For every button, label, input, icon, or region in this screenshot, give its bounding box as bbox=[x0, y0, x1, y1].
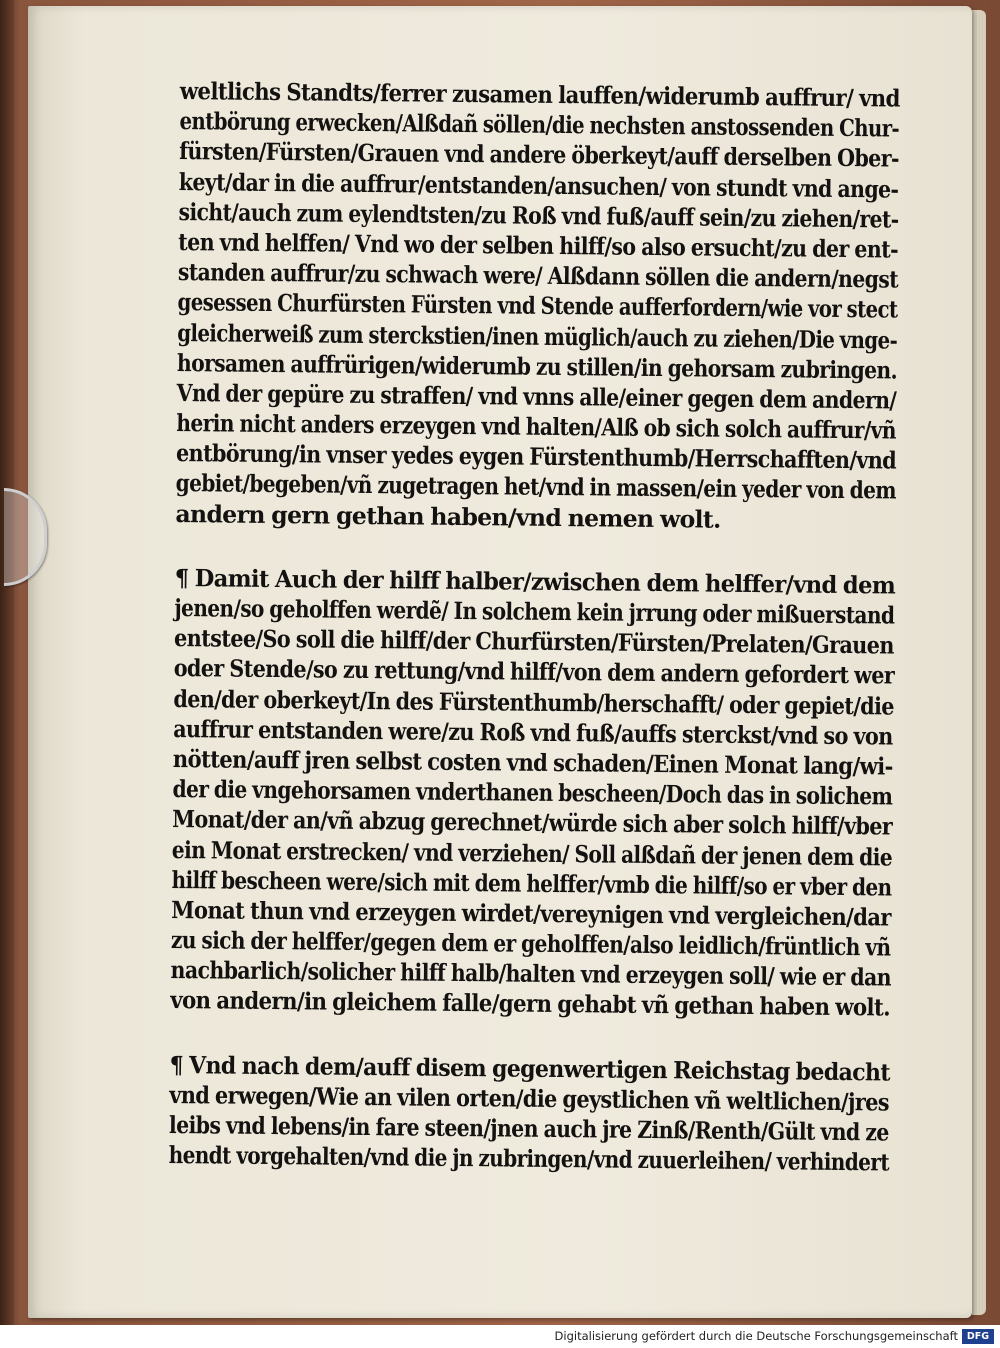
text-line: weltlichs Standts/ferrer zusamen lauffen/widerumb auffrur/ vnd bbox=[179, 76, 900, 113]
text-line: herin nicht anders erzeygen vnd halten/Alß ob sich solch auffrur/vñ bbox=[176, 409, 897, 445]
text-line: ten vnd helffen/ Vnd wo der selben hilff/so also ersucht/zu der ent- bbox=[178, 227, 899, 264]
text-paragraph bbox=[175, 76, 900, 536]
text-line: oder Stende/so zu rettung/vnd hilff/von dem andern gefordert wer bbox=[173, 654, 895, 690]
text-line: den/der oberkeyt/In des Fürstenthumb/herschafft/ oder gepiet/die bbox=[173, 684, 894, 721]
text-line: nötten/auff jren selbst costen vnd schaden/Einen Monat lang/wi- bbox=[172, 744, 893, 781]
text-line: vnd erwegen/Wie an vilen orten/die geystlichen vñ weltlichen/jres bbox=[169, 1080, 890, 1117]
footer-credit: Digitalisierung gefördert durch die Deutsche Forschungsgemeinschaft bbox=[554, 1329, 958, 1343]
text-line: gleicherweiß zum sterckstien/inen müglich/auch zu ziehen/Die vnge- bbox=[177, 318, 898, 355]
text-line: entstee/So soll die hilff/der Churfürsten/Fürsten/Prelaten/Grauen bbox=[173, 624, 895, 660]
text-line: sicht/auch zum eylendtsten/zu Roß vnd fuß/auff sein/zu ziehen/ret- bbox=[178, 197, 899, 234]
text-line: hendt vorgehalten/vnd die jn zubringen/vnd zuuerleihen/ verhindert bbox=[168, 1141, 890, 1177]
page-text-block bbox=[169, 76, 900, 1178]
text-line: ¶ Vnd nach dem/auff disem gegenwertigen Reichstag bedacht bbox=[169, 1050, 891, 1087]
text-line: ein Monat erstrecken/ vnd verziehen/ Soll alßdañ der jenen dem die bbox=[171, 835, 893, 871]
text-line: jenen/so geholffen werdẽ/ In solchem kein jrrung oder mißuerstand bbox=[174, 593, 895, 630]
text-line: horsamen auffrürigen/widerumb zu stillen/in gehorsam zubringen. bbox=[176, 348, 898, 385]
text-paragraph bbox=[169, 1050, 890, 1178]
book-spine-edge bbox=[0, 0, 14, 1325]
text-line: nachbarlich/solicher hilff halb/halten vnd erzeygen soll/ wie er dan bbox=[170, 956, 892, 992]
text-line: entbörung erwecken/Alßdañ söllen/die nechsten anstossenden Chur- bbox=[179, 107, 900, 143]
text-line: hilff bescheen were/sich mit dem helffer/vmb die hilff/so er vber den bbox=[171, 865, 892, 902]
text-line: leibs vnd lebens/in fare steen/jnen auch jre Zinß/Renth/Gült vnd ze bbox=[168, 1110, 889, 1147]
text-line: Monat thun vnd erzeygen wirdet/vereynigen vnd vergleichen/dar bbox=[171, 895, 891, 932]
text-line: zu sich der helffer/gegen dem er geholffen/also leidlich/früntlich vñ bbox=[170, 926, 891, 962]
text-line: ¶ Damit Auch der hilff halber/zwischen dem helffer/vnd dem bbox=[174, 563, 896, 600]
text-line: gebiet/begeben/vñ zugetragen het/vnd in massen/ein yeder von dem bbox=[175, 469, 897, 505]
text-line: der die vngehorsamen vnderthanen bescheen/Doch das in solichem bbox=[172, 775, 893, 811]
text-line: fürsten/Fürsten/Grauen vnd andere öberkeyt/auff derselben Ober- bbox=[179, 137, 900, 173]
text-line: keyt/dar in die auffrur/entstanden/ansuchen/ von stundt vnd ange- bbox=[178, 167, 899, 204]
text-line: gesessen Churfürsten Fürsten vnd Stende aufferfordern/wie vor stect bbox=[177, 288, 898, 324]
text-line: Monat/der an/vñ abzug gerechnet/würde sich aber solch hilff/vber bbox=[172, 805, 893, 841]
text-line: entbörung/in vnser yedes eygen Fürstenthumb/Herrschafften/vnd bbox=[175, 439, 897, 475]
dfg-logo: DFG bbox=[962, 1329, 994, 1344]
text-line: auffrur entstanden were/zu Roß vnd fuß/auffs sterckst/vnd so von bbox=[173, 714, 893, 751]
text-line: von andern/in gleichem falle/gern gehabt vñ gethan haben wolt. bbox=[170, 986, 891, 1022]
text-line: andern gern gethan haben/vnd nemen wolt. bbox=[175, 499, 721, 534]
text-line: standen auffrur/zu schwach were/ Alßdann söllen die andern/negst bbox=[177, 258, 899, 294]
page-stack-edge bbox=[972, 10, 986, 1315]
text-line: Vnd der gepüre zu straffen/ vnd vnns alle/einer gegen dem andern/ bbox=[176, 378, 897, 415]
text-paragraph bbox=[170, 563, 895, 1023]
footer-bar bbox=[0, 1325, 1000, 1348]
